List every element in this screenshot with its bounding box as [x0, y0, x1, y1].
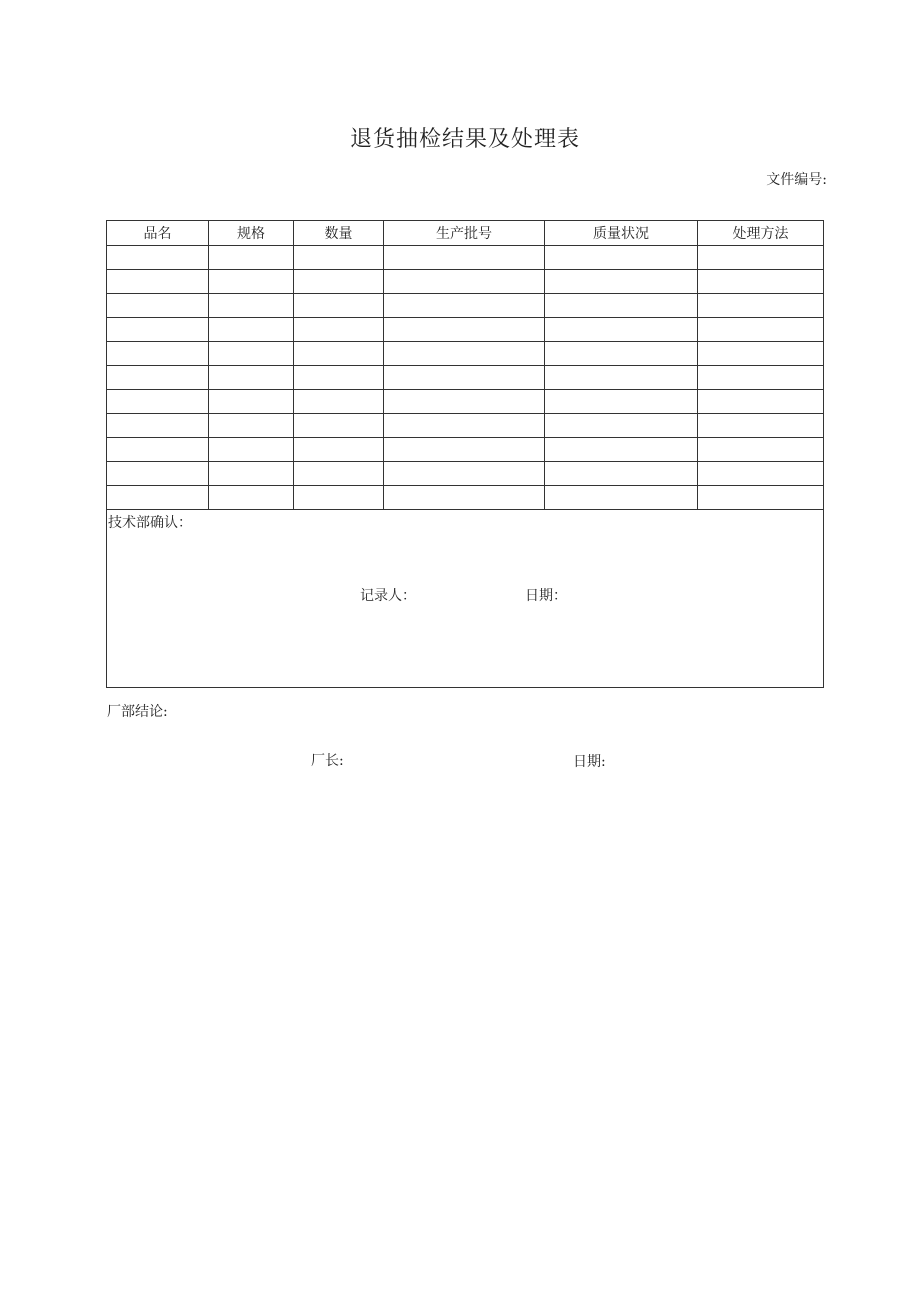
- table-cell[interactable]: [545, 438, 698, 462]
- table-cell[interactable]: [294, 342, 384, 366]
- tech-confirm-label: 技术部确认：: [108, 515, 192, 531]
- table-cell[interactable]: [294, 270, 384, 294]
- table-cell[interactable]: [545, 246, 698, 270]
- table-cell[interactable]: [698, 366, 824, 390]
- table-row: [107, 342, 824, 366]
- table-cell[interactable]: [294, 438, 384, 462]
- table-cell[interactable]: [294, 246, 384, 270]
- table-cell[interactable]: [698, 342, 824, 366]
- table-row: [107, 462, 824, 486]
- table-cell[interactable]: [384, 294, 545, 318]
- table-cell[interactable]: [107, 342, 209, 366]
- table-cell[interactable]: [107, 270, 209, 294]
- table-cell[interactable]: [384, 246, 545, 270]
- table-row: [107, 414, 824, 438]
- table-cell[interactable]: [209, 366, 294, 390]
- table-cell[interactable]: [294, 414, 384, 438]
- table-row: [107, 438, 824, 462]
- table-row: [107, 366, 824, 390]
- table-cell[interactable]: [545, 270, 698, 294]
- recorder-label: 记录人：: [360, 588, 416, 604]
- table-cell[interactable]: [698, 486, 824, 510]
- header-batch-number: 生产批号: [384, 221, 545, 246]
- table-cell[interactable]: [698, 294, 824, 318]
- table-row: [107, 270, 824, 294]
- table-cell[interactable]: [209, 462, 294, 486]
- table-cell[interactable]: [384, 318, 545, 342]
- table-cell[interactable]: [209, 390, 294, 414]
- table-cell[interactable]: [107, 414, 209, 438]
- header-handling-method: 处理方法: [698, 221, 824, 246]
- table-cell[interactable]: [384, 270, 545, 294]
- table-row: [107, 246, 824, 270]
- table-cell[interactable]: [545, 390, 698, 414]
- header-specification: 规格: [209, 221, 294, 246]
- table-cell[interactable]: [384, 462, 545, 486]
- table-cell[interactable]: [384, 366, 545, 390]
- table-cell[interactable]: [698, 246, 824, 270]
- table-row: [107, 390, 824, 414]
- table-cell[interactable]: [209, 438, 294, 462]
- table-cell[interactable]: [545, 318, 698, 342]
- table-cell[interactable]: [545, 486, 698, 510]
- table-row: [107, 294, 824, 318]
- table-cell[interactable]: [698, 390, 824, 414]
- table-cell[interactable]: [294, 366, 384, 390]
- table-cell[interactable]: [107, 390, 209, 414]
- table-header-row: [107, 221, 824, 246]
- table-cell[interactable]: [107, 366, 209, 390]
- header-product-name: 品名: [107, 221, 209, 246]
- tech-confirm-cell[interactable]: [107, 510, 824, 688]
- table-cell[interactable]: [209, 414, 294, 438]
- table-cell[interactable]: [294, 486, 384, 510]
- table-body: [107, 246, 824, 688]
- table-cell[interactable]: [294, 462, 384, 486]
- table-row: [107, 486, 824, 510]
- table-cell[interactable]: [107, 438, 209, 462]
- table-cell[interactable]: [107, 462, 209, 486]
- table-cell[interactable]: [209, 486, 294, 510]
- factory-director-label: 厂长:: [311, 753, 344, 769]
- factory-date-label: 日期:: [573, 754, 606, 770]
- header-quality-status: 质量状况: [545, 221, 698, 246]
- table-cell[interactable]: [294, 294, 384, 318]
- table-cell[interactable]: [107, 246, 209, 270]
- table-cell[interactable]: [107, 318, 209, 342]
- table-cell[interactable]: [698, 270, 824, 294]
- table-cell[interactable]: [294, 318, 384, 342]
- table-cell[interactable]: [209, 318, 294, 342]
- table-cell[interactable]: [209, 342, 294, 366]
- table-cell[interactable]: [698, 318, 824, 342]
- table-cell[interactable]: [545, 414, 698, 438]
- table-cell[interactable]: [209, 270, 294, 294]
- table-cell[interactable]: [209, 246, 294, 270]
- table-cell[interactable]: [698, 438, 824, 462]
- factory-conclusion-label: 厂部结论:: [107, 704, 168, 720]
- table-cell[interactable]: [384, 342, 545, 366]
- table-row: [107, 318, 824, 342]
- table-cell[interactable]: [545, 294, 698, 318]
- table-cell[interactable]: [384, 438, 545, 462]
- table-cell[interactable]: [294, 390, 384, 414]
- document-number-label: 文件编号:: [766, 172, 827, 188]
- table-cell[interactable]: [384, 390, 545, 414]
- table-cell[interactable]: [384, 414, 545, 438]
- table-cell[interactable]: [545, 342, 698, 366]
- table-cell[interactable]: [107, 294, 209, 318]
- table-cell[interactable]: [384, 486, 545, 510]
- table-cell[interactable]: [545, 462, 698, 486]
- table-cell[interactable]: [545, 366, 698, 390]
- table-cell[interactable]: [209, 294, 294, 318]
- table-cell[interactable]: [698, 462, 824, 486]
- tech-date-label: 日期：: [525, 588, 567, 604]
- header-quantity: 数量: [294, 221, 384, 246]
- confirm-row: [107, 510, 824, 688]
- table-cell[interactable]: [107, 486, 209, 510]
- document-title: 退货抽检结果及处理表: [349, 127, 580, 152]
- table-cell[interactable]: [698, 414, 824, 438]
- inspection-table: [106, 220, 824, 688]
